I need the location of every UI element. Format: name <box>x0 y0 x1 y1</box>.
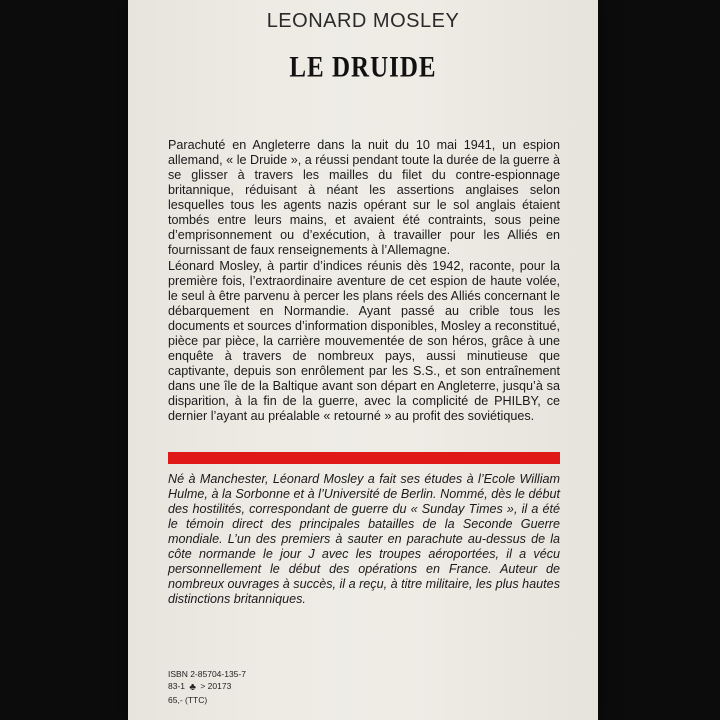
blurb-paragraph-1-text: Parachuté en Angleterre dans la nuit du 10 mai 1941, un espion allemand, « le Druide », a réussi pendant toute la durée de la guerre à se glisser à travers les mailles du filet du contre-espionnage britannique, réduisant à néant les assertions anglaises selon lesquelles tous les agents nazis opérant sur le sol anglais étaient tombés entre leurs mains, et avaient été contraints, sous peine d’emprisonnement ou d’exécution, à travailler pour les Alliés en fournissant de faux renseignements à l’Allemagne. <box>168 138 560 257</box>
code-prefix: 83-1 <box>168 681 186 691</box>
product-code <box>168 680 246 694</box>
isbn-number: ISBN 2-85704-135-7 <box>168 669 246 679</box>
blurb-paragraph-1 <box>168 138 560 258</box>
blurb-paragraph-2 <box>168 259 560 424</box>
book-title: LE DRUIDE <box>289 51 437 84</box>
blurb-paragraph-2-text: Léonard Mosley, à partir d’indices réunis dès 1942, raconte, pour la première fois, l’extraordinaire aventure de cet espion de haute volée, le seul à être parvenu à percer les plans réels des Alliés concernant le débarquement en Normandie. Ayant passé au crible tous les documents et sources d’information disponibles, Mosley a reconstitué, pièce par pièce, la carrière mouvementée de son héros, grâce à une enquête à travers de nombreux pays, aussi minutieuse que captivante, depuis son enrôlement par les S.S., et son entraînement dans une île de la Baltique avant son départ en Angleterre, jusqu’à sa disparition, à la fin de la guerre, avec la complicité de PHILBY, ce dernier l’ayant au préalable « retourné » au profit des soviétiques. <box>168 259 560 423</box>
book-back-cover <box>128 0 598 720</box>
author-biography: Né à Manchester, Léonard Mosley a fait ses études à l’Ecole William Hulme, à la Sorbonne et à l’Université de Berlin. Nommé, dès le début des hostilités, correspondant de guerre du « Sunday Times », il a été le témoin direct des principales batailles de la Seconde Guerre mondiale. L’un des premiers à sauter en parachute au-dessus de la côte normande le jour J avec les troupes aéroportées, il a vécu personnellement le début des opérations en France. Auteur de nombreux ouvrages à succès, il a reçu, à titre militaire, les plus hautes distinctions britanniques. <box>168 472 560 606</box>
publisher-logo-icon: ♣ <box>189 682 196 693</box>
red-divider <box>168 452 560 464</box>
code-suffix: > 20173 <box>200 681 232 691</box>
publishing-info <box>168 668 246 706</box>
author-name: LEONARD MOSLEY <box>266 10 460 32</box>
price-label: 65,- (TTC) <box>168 695 208 705</box>
